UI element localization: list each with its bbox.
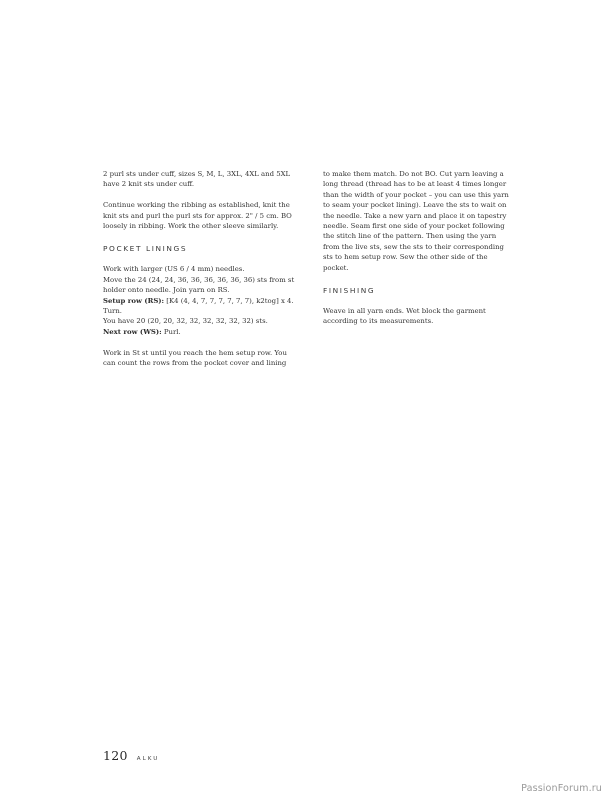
text-line: long thread (thread has to be at least 4 times longer <box>323 180 507 189</box>
text-line: have 2 knit sts under cuff. <box>103 180 195 189</box>
text-line: Work in St st until you reach the hem setup row. You <box>103 348 287 357</box>
text-line: Move the 24 (24, 24, 36, 36, 36, 36, 36, 36) sts from st <box>103 275 295 284</box>
text-line: Continue working the ribbing as established, knit the <box>103 201 290 210</box>
sleeve-cuff-paragraph <box>103 169 309 190</box>
page-footer <box>103 748 159 763</box>
text-line: Weave in all yarn ends. Wet block the garment <box>323 307 486 316</box>
next-row-text: Purl. <box>161 327 181 336</box>
text-line: can count the rows from the pocket cover and lining <box>103 359 287 368</box>
text-line: according to its measurements. <box>323 317 434 326</box>
text-line: pocket. <box>323 263 349 272</box>
stockinette-paragraph <box>103 348 309 369</box>
setup-row-label: Setup row (RS): <box>103 296 165 305</box>
text-line: sts to hem setup row. Sew the other side of the <box>323 253 488 262</box>
text-line: the stitch line of the pattern. Then using the yarn <box>323 232 497 241</box>
right-column <box>323 169 531 327</box>
seaming-paragraph <box>323 169 531 273</box>
pocket-linings-heading: POCKET LININGS <box>103 244 188 254</box>
text-line: the needle. Take a new yarn and place it on tapestry <box>323 211 507 220</box>
text-line: You have 20 (20, 20, 32, 32, 32, 32, 32, 32) sts. <box>103 317 268 326</box>
finishing-heading: FINISHING <box>323 286 376 296</box>
text-line: than the width of your pocket – you can use this yarn <box>323 190 509 199</box>
watermark: PassionForum.ru <box>521 783 602 794</box>
ribbing-paragraph <box>103 200 309 231</box>
pocket-instructions-paragraph <box>103 264 309 337</box>
next-row-label: Next row (WS): <box>103 327 162 336</box>
text-line: from the live sts, sew the sts to their corresponding <box>323 242 504 251</box>
text-line: to seam your pocket lining). Leave the sts to wait on <box>323 201 507 210</box>
text-line: loosely in ribbing. Work the other sleeve similarly. <box>103 222 279 231</box>
text-line: to make them match. Do not BO. Cut yarn leaving a <box>323 170 504 178</box>
text-line: holder onto needle. Join yarn on RS. <box>103 286 230 295</box>
text-line: 2 purl sts under cuff, sizes S, M, L, 3XL, 4XL and 5XL <box>103 170 291 178</box>
text-line: knit sts and purl the purl sts for approx. 2" / 5 cm. BO <box>103 211 292 220</box>
setup-row-text: [K4 (4, 4, 7, 7, 7, 7, 7, 7), k2tog] x 4. Turn. <box>103 296 294 316</box>
text-line: Work with larger (US 6 / 4 mm) needles. <box>103 265 245 274</box>
brand-name: ALKU <box>136 756 160 762</box>
left-column <box>103 169 309 368</box>
text-line: needle. Seam first one side of your pocket following <box>323 222 505 231</box>
finishing-paragraph <box>323 306 531 327</box>
page-number: 120 <box>103 748 128 763</box>
